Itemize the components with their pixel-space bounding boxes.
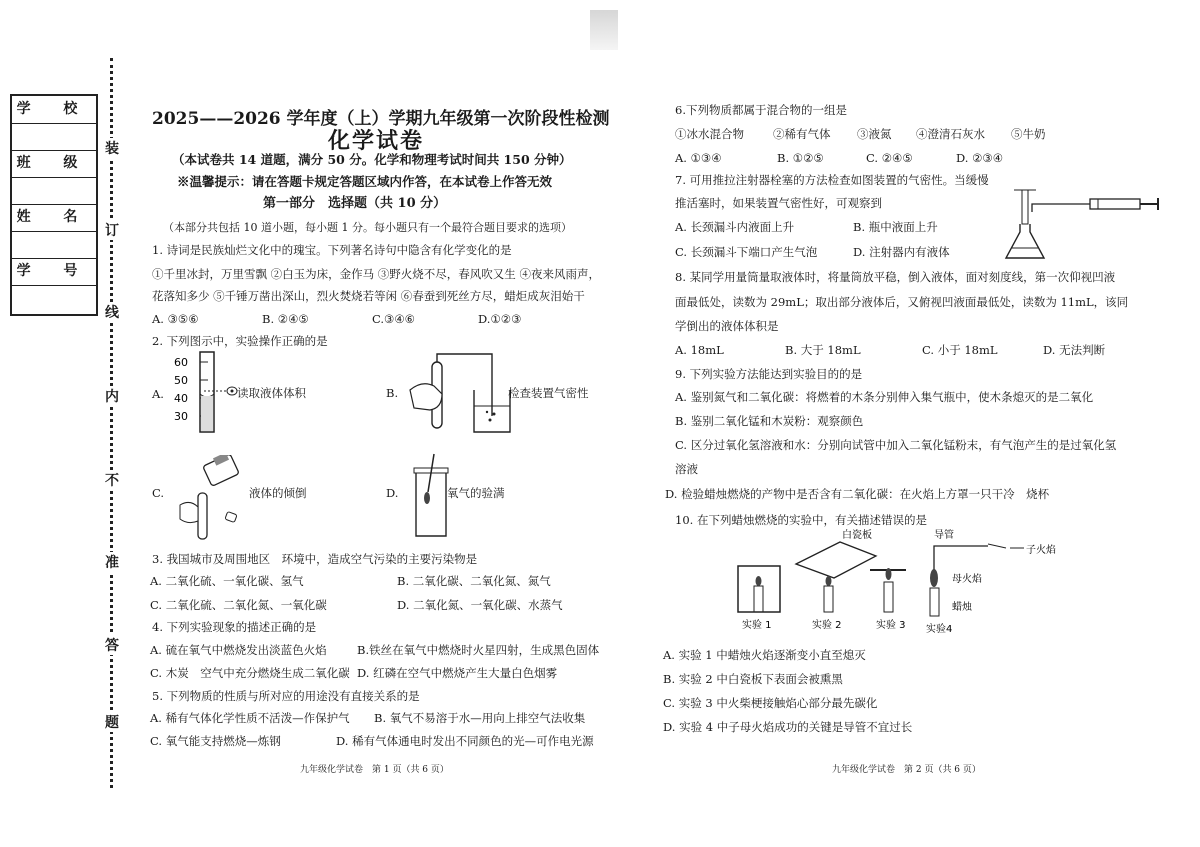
student-info-box	[10, 94, 98, 316]
q9-option-d: D. 检验蜡烛燃烧的产物中是否含有二氧化碳：在火焰上方罩一只干冷 烧杯	[665, 487, 1050, 501]
mother-flame-label: 母火焰	[952, 574, 982, 585]
q9-option-c: C. 区分过氧化氢溶液和水：分别向试管中加入二氧化锰粉末，有气泡产生的是过氧化氢	[675, 438, 1117, 452]
q5-option-a: A. 稀有气体化学性质不活泼—作保护气	[150, 711, 350, 725]
q2-caption-c: 液体的倾倒	[249, 486, 307, 500]
q9-option-a: A. 鉴别氮气和二氧化碳：将燃着的木条分别伸入集气瓶中，使木条熄灭的是二氧化	[675, 390, 1094, 404]
q2-caption-a: 读取液体体积	[237, 386, 306, 400]
plate-label: 白瓷板	[842, 530, 872, 541]
q4-option-a: A. 硫在氧气中燃烧发出淡蓝色火焰	[150, 643, 327, 657]
child-flame-label: 子火焰	[1026, 545, 1056, 556]
airtight-check-diagram	[402, 350, 522, 440]
binding-char: 装	[103, 138, 121, 158]
q8-option-d: D. 无法判断	[1043, 343, 1106, 357]
tube-label: 导管	[934, 530, 954, 541]
q6-item: ②稀有气体	[773, 127, 831, 141]
exp1-label: 实验 1	[742, 620, 772, 631]
q6-stem: 6.下列物质都属于混合物的一组是	[675, 103, 847, 117]
q2-caption-d: 氧气的验满	[447, 486, 505, 500]
q2-label-d: D.	[386, 486, 399, 500]
binding-char: 订	[103, 220, 121, 240]
q3-option-a: A. 二氧化硫、一氧化碳、氢气	[150, 574, 304, 588]
eye-icon	[204, 384, 238, 398]
q2-label-c: C.	[152, 486, 165, 500]
school-label: 学 校	[16, 101, 92, 117]
q1-option-a: A. ③⑤⑥	[152, 312, 199, 326]
q2-caption-b: 检查装置气密性	[508, 386, 589, 400]
q9-option-b: B. 鉴别二氧化锰和木炭粉：观察颜色	[675, 414, 864, 428]
q6-item: ③液氮	[857, 127, 892, 141]
liquid-pouring-diagram	[170, 455, 260, 545]
q10-option-a: A. 实验 1 中蜡烛火焰逐渐变小直至熄灭	[663, 648, 866, 662]
scan-smudge	[590, 10, 618, 50]
q8-option-b: B. 大于 18mL	[785, 343, 861, 357]
q1-option-c: C.③④⑥	[372, 312, 415, 326]
scale-40: 40	[174, 392, 188, 405]
binding-char: 线	[103, 302, 121, 322]
student-id-label: 学 号	[16, 263, 92, 279]
q8-line1: 8. 某同学用量筒量取液体时，将量筒放平稳，倒入液体，面对刻度线，第一次仰视凹液	[675, 270, 1116, 284]
q5-option-b: B. 氧气不易溶于水—用向上排空气法收集	[374, 711, 586, 725]
binding-char: 题	[103, 712, 121, 732]
q7-option-b: B. 瓶中液面上升	[853, 220, 938, 234]
q2-label-b: B.	[386, 386, 399, 400]
q7-option-a: A. 长颈漏斗内液面上升	[675, 220, 795, 234]
q4-option-b: B.铁丝在氧气中燃烧时火星四射，生成黑色固体	[357, 643, 600, 657]
q4-option-c: C. 木炭 空气中充分燃烧生成二氧化碳	[150, 666, 350, 680]
scale-50: 50	[174, 374, 188, 387]
q8-line2: 面最低处，读数为 29mL；取出部分液体后，又俯视凹液面最低处，读数为 11mL，该同	[675, 295, 1129, 309]
candle-experiments-diagram	[730, 526, 1110, 640]
q6-item: ⑤牛奶	[1011, 127, 1046, 141]
exp3-label: 实验 3	[876, 620, 906, 631]
q4-stem: 4. 下列实验现象的描述正确的是	[152, 620, 317, 634]
q3-option-b: B. 二氧化碳、二氧化氮、氮气	[397, 574, 551, 588]
q7-option-d: D. 注射器内有液体	[853, 245, 950, 259]
q6-option-d: D. ②③④	[956, 151, 1004, 165]
q6-option-a: A. ①③④	[675, 151, 722, 165]
q9-stem: 9. 下列实验方法能达到实验目的的是	[675, 367, 863, 381]
q7-line2: 推活塞时，如果装置气密性好，可观察到	[675, 196, 882, 210]
q4-option-d: D. 红磷在空气中燃烧产生大量白色烟雾	[357, 666, 558, 680]
page-footer-right: 九年级化学试卷 第 2 页（共 6 页）	[832, 765, 981, 775]
q10-option-b: B. 实验 2 中白瓷板下表面会被熏黑	[663, 672, 843, 686]
q8-option-a: A. 18mL	[675, 343, 724, 357]
binding-char: 内	[103, 386, 121, 406]
q1-line1: ①千里冰封，万里雪飘 ②白玉为床，金作马 ③野火烧不尽，春风吹又生 ④夜来风雨声，	[152, 267, 600, 281]
section-note: （本部分共包括 10 道小题，每小题 1 分。每小题只有一个最符合题目要求的选项）	[163, 221, 572, 234]
exam-note: （本试卷共 14 道题，满分 50 分。化学和物理考试时间共 150 分钟）	[172, 152, 572, 167]
q6-item: ④澄清石灰水	[916, 127, 985, 141]
syringe-flask-diagram	[1000, 186, 1168, 266]
q6-option-c: C. ②④⑤	[866, 151, 913, 165]
q3-stem: 3. 我国城市及周围地区 环境中，造成空气污染的主要污染物是	[152, 552, 478, 566]
q10-option-c: C. 实验 3 中火柴梗接触焰心部分最先碳化	[663, 696, 878, 710]
q10-option-d: D. 实验 4 中子母火焰成功的关键是导管不宜过长	[663, 720, 913, 734]
q1-option-d: D.①②③	[478, 312, 522, 326]
exp2-label: 实验 2	[812, 620, 842, 631]
binding-line	[110, 58, 113, 788]
q7-line1: 7. 可用推拉注射器栓塞的方法检查如图装置的气密性。当缓慢	[675, 173, 989, 187]
section-heading: 第一部分 选择题（共 10 分）	[263, 196, 447, 211]
q6-option-b: B. ①②⑤	[777, 151, 824, 165]
q2-stem: 2. 下列图示中，实验操作正确的是	[152, 334, 328, 348]
q1-option-b: B. ②④⑤	[262, 312, 309, 326]
warm-tip: ※温馨提示：请在答题卡规定答题区域内作答，在本试卷上作答无效	[177, 174, 553, 189]
q2-label-a: A.	[152, 387, 164, 401]
q5-option-d: D. 稀有气体通电时发出不同颜色的光—可作电光源	[336, 734, 594, 748]
q3-option-d: D. 二氧化氮、一氧化碳、水蒸气	[397, 598, 563, 612]
q8-line3: 学倒出的液体体积是	[675, 319, 779, 333]
q8-option-c: C. 小于 18mL	[922, 343, 998, 357]
scale-60: 60	[174, 356, 188, 369]
scale-30: 30	[174, 410, 188, 423]
q3-option-c: C. 二氧化硫、二氧化氮、一氧化碳	[150, 598, 327, 612]
binding-char: 不	[103, 470, 121, 490]
name-label: 姓 名	[16, 209, 92, 225]
exam-title: 2025——2026 学年度（上）学期九年级第一次阶段性检测	[152, 109, 610, 129]
q7-option-c: C. 长颈漏斗下端口产生气泡	[675, 245, 818, 259]
exp4-label: 实验4	[926, 624, 953, 635]
binding-char: 准	[103, 552, 121, 572]
q1-stem: 1. 诗词是民族灿烂文化中的瑰宝。下列著名诗句中隐含有化学变化的是	[152, 243, 512, 257]
q5-option-c: C. 氧气能支持燃烧—炼钢	[150, 734, 281, 748]
q1-line2: 花落知多少 ⑤千锤万凿出深山，烈火焚烧若等闲 ⑥春蚕到死丝方尽，蜡炬成灰泪始干	[152, 289, 585, 303]
class-label: 班 级	[16, 155, 92, 171]
binding-char: 答	[103, 635, 121, 655]
q6-item: ①冰水混合物	[675, 127, 744, 141]
exam-subject-title: 化学试卷	[328, 128, 425, 154]
q5-stem: 5. 下列物质的性质与所对应的用途没有直接关系的是	[152, 689, 420, 703]
q10-stem: 10. 在下列蜡烛燃烧的实验中，有关描述错误的是	[675, 513, 927, 527]
q9-option-c-cont: 溶液	[675, 462, 698, 476]
candle-label: 蜡烛	[952, 602, 972, 613]
page-footer-left: 九年级化学试卷 第 1 页（共 6 页）	[300, 765, 449, 775]
